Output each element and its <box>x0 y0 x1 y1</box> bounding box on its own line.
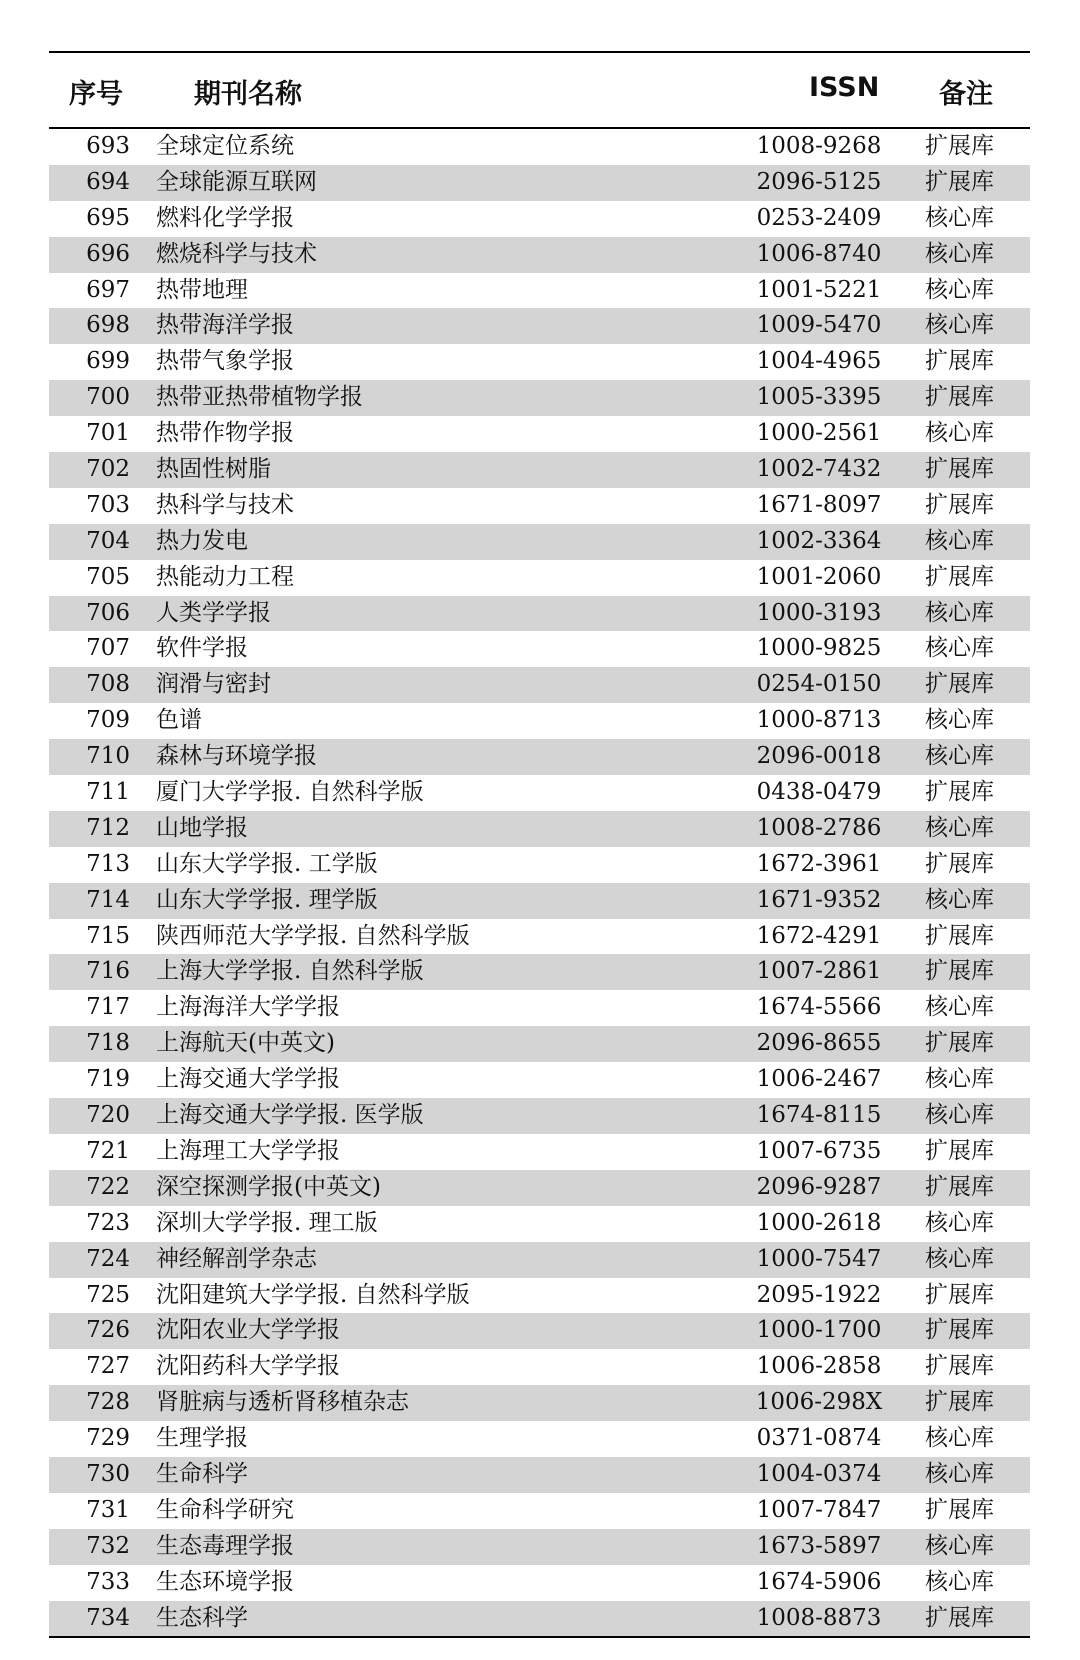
row-issn: 1672-3961 <box>756 850 882 877</box>
row-journal-name: 人类学学报 <box>156 599 271 626</box>
row-serial-number: 704 <box>86 527 130 554</box>
row-journal-name: 热力发电 <box>156 527 248 554</box>
table-row <box>49 344 1030 380</box>
row-remark: 核心库 <box>925 1568 994 1595</box>
row-journal-name: 全球能源互联网 <box>156 168 317 195</box>
row-remark: 核心库 <box>925 599 994 626</box>
table-row <box>49 165 1030 201</box>
row-issn: 1007-7847 <box>756 1496 882 1523</box>
row-issn: 0254-0150 <box>756 671 882 698</box>
row-journal-name: 沈阳建筑大学学报. 自然科学版 <box>156 1281 470 1308</box>
row-serial-number: 717 <box>86 994 130 1021</box>
row-issn: 1673-5897 <box>756 1532 882 1559</box>
row-journal-name: 森林与环境学报 <box>156 743 317 770</box>
row-journal-name: 沈阳药科大学学报 <box>156 1353 340 1380</box>
row-serial-number: 708 <box>86 671 130 698</box>
row-journal-name: 润滑与密封 <box>156 671 271 698</box>
row-journal-name: 生理学报 <box>156 1425 248 1452</box>
row-remark: 核心库 <box>925 994 994 1021</box>
table-row <box>49 1493 1030 1529</box>
row-journal-name: 上海海洋大学学报 <box>156 994 340 1021</box>
row-serial-number: 724 <box>86 1245 130 1272</box>
row-issn: 2096-5125 <box>756 168 882 195</box>
row-serial-number: 706 <box>86 599 130 626</box>
row-issn: 1000-3193 <box>756 599 882 626</box>
row-remark: 扩展库 <box>925 456 994 483</box>
header-journal-name: 期刊名称 <box>194 79 302 110</box>
row-remark: 核心库 <box>925 635 994 662</box>
row-journal-name: 厦门大学学报. 自然科学版 <box>156 779 424 806</box>
row-issn: 1002-7432 <box>756 456 882 483</box>
row-journal-name: 生态毒理学报 <box>156 1532 294 1559</box>
row-issn: 0438-0479 <box>756 779 882 806</box>
row-serial-number: 730 <box>86 1460 130 1487</box>
row-issn: 1007-2861 <box>756 958 882 985</box>
table-row <box>49 1457 1030 1493</box>
row-remark: 扩展库 <box>925 671 994 698</box>
table-row <box>49 1565 1030 1601</box>
row-serial-number: 720 <box>86 1102 130 1129</box>
row-remark: 扩展库 <box>925 958 994 985</box>
row-journal-name: 热带地理 <box>156 276 248 303</box>
row-serial-number: 700 <box>86 384 130 411</box>
table-row <box>49 1421 1030 1457</box>
row-serial-number: 718 <box>86 1030 130 1057</box>
row-issn: 1008-9268 <box>756 133 882 159</box>
row-journal-name: 陕西师范大学学报. 自然科学版 <box>156 922 470 949</box>
row-issn: 1009-5470 <box>756 312 882 339</box>
row-journal-name: 上海大学学报. 自然科学版 <box>156 958 424 985</box>
row-issn: 1006-298X <box>755 1389 883 1416</box>
table-row <box>49 847 1030 883</box>
row-journal-name: 燃料化学学报 <box>156 204 294 231</box>
row-serial-number: 707 <box>86 635 130 662</box>
row-issn: 2096-8655 <box>756 1030 882 1057</box>
row-serial-number: 714 <box>86 886 130 913</box>
row-serial-number: 734 <box>86 1604 130 1631</box>
row-serial-number: 709 <box>86 707 130 734</box>
row-issn: 1008-8873 <box>756 1604 882 1631</box>
row-journal-name: 深圳大学学报. 理工版 <box>156 1209 378 1236</box>
row-issn: 1005-3395 <box>756 384 882 411</box>
row-issn: 1006-2467 <box>756 1066 882 1093</box>
table-row <box>49 1385 1030 1421</box>
table-row <box>49 1170 1030 1206</box>
row-remark: 核心库 <box>925 204 994 231</box>
row-remark: 扩展库 <box>925 491 994 518</box>
row-journal-name: 热科学与技术 <box>156 491 294 518</box>
row-issn: 1004-0374 <box>756 1460 882 1487</box>
row-issn: 1006-2858 <box>756 1353 882 1380</box>
table-row <box>49 416 1030 452</box>
row-serial-number: 712 <box>86 814 130 841</box>
table-row <box>49 1098 1030 1134</box>
table-row <box>49 954 1030 990</box>
row-remark: 核心库 <box>925 527 994 554</box>
row-journal-name: 深空探测学报(中英文) <box>156 1173 381 1200</box>
table-row <box>49 739 1030 775</box>
row-remark: 扩展库 <box>925 1353 994 1380</box>
row-issn: 1000-8713 <box>756 707 882 734</box>
row-issn: 1006-8740 <box>756 240 882 267</box>
table-row <box>49 273 1030 309</box>
row-serial-number: 701 <box>86 420 130 447</box>
row-remark: 扩展库 <box>925 1173 994 1200</box>
table-row <box>49 883 1030 919</box>
row-issn: 1007-6735 <box>756 1137 882 1164</box>
row-issn: 1000-7547 <box>756 1245 882 1272</box>
journal-table <box>49 51 1030 1638</box>
table-row <box>49 237 1030 273</box>
table-row <box>49 308 1030 344</box>
row-journal-name: 山东大学学报. 工学版 <box>156 850 378 877</box>
row-issn: 1000-1700 <box>756 1317 882 1344</box>
row-remark: 核心库 <box>925 1066 994 1093</box>
table-row <box>49 667 1030 703</box>
row-serial-number: 731 <box>86 1496 130 1523</box>
table-bottom-rule <box>49 1636 1030 1638</box>
row-issn: 1001-5221 <box>756 276 882 303</box>
row-serial-number: 695 <box>86 204 130 231</box>
row-serial-number: 694 <box>86 168 130 195</box>
row-issn: 0253-2409 <box>756 204 882 231</box>
row-serial-number: 697 <box>86 276 130 303</box>
row-journal-name: 上海交通大学学报. 医学版 <box>156 1102 424 1129</box>
row-issn: 1674-5566 <box>756 994 882 1021</box>
row-remark: 核心库 <box>925 1245 994 1272</box>
row-journal-name: 沈阳农业大学学报 <box>156 1317 340 1344</box>
row-remark: 扩展库 <box>925 348 994 375</box>
table-row <box>49 524 1030 560</box>
table-row <box>49 703 1030 739</box>
table-header <box>49 53 1030 129</box>
row-issn: 1004-4965 <box>756 348 882 375</box>
row-issn: 1000-9825 <box>756 635 882 662</box>
table-row <box>49 1062 1030 1098</box>
row-remark: 扩展库 <box>925 133 994 159</box>
table-row <box>49 631 1030 667</box>
row-journal-name: 热带亚热带植物学报 <box>156 384 363 411</box>
row-issn: 1671-9352 <box>756 886 882 913</box>
row-issn: 1672-4291 <box>756 922 882 949</box>
row-remark: 扩展库 <box>925 1604 994 1631</box>
row-issn: 0371-0874 <box>756 1425 882 1452</box>
row-remark: 核心库 <box>925 1532 994 1559</box>
row-journal-name: 燃烧科学与技术 <box>156 240 317 267</box>
row-remark: 扩展库 <box>925 1317 994 1344</box>
row-serial-number: 725 <box>86 1281 130 1308</box>
row-remark: 核心库 <box>925 276 994 303</box>
row-journal-name: 全球定位系统 <box>156 133 294 159</box>
row-journal-name: 山地学报 <box>156 814 248 841</box>
row-serial-number: 693 <box>86 133 130 159</box>
table-row <box>49 1206 1030 1242</box>
row-serial-number: 699 <box>86 348 130 375</box>
row-issn: 2096-9287 <box>756 1173 882 1200</box>
row-serial-number: 721 <box>86 1137 130 1164</box>
row-issn: 2096-0018 <box>756 743 882 770</box>
row-serial-number: 713 <box>86 850 130 877</box>
table-row <box>49 1278 1030 1314</box>
row-remark: 核心库 <box>925 1209 994 1236</box>
row-remark: 核心库 <box>925 886 994 913</box>
row-issn: 1001-2060 <box>756 563 882 590</box>
table-row <box>49 596 1030 632</box>
row-serial-number: 715 <box>86 922 130 949</box>
row-journal-name: 热带作物学报 <box>156 420 294 447</box>
row-issn: 1000-2561 <box>756 420 882 447</box>
table-row <box>49 1313 1030 1349</box>
table-row <box>49 990 1030 1026</box>
row-issn: 1000-2618 <box>756 1209 882 1236</box>
table-row <box>49 1026 1030 1062</box>
row-issn: 2095-1922 <box>756 1281 882 1308</box>
row-remark: 扩展库 <box>925 922 994 949</box>
row-serial-number: 728 <box>86 1389 130 1416</box>
row-serial-number: 729 <box>86 1425 130 1452</box>
row-serial-number: 696 <box>86 240 130 267</box>
row-serial-number: 722 <box>86 1173 130 1200</box>
row-remark: 扩展库 <box>925 1030 994 1057</box>
row-journal-name: 生态科学 <box>156 1604 248 1631</box>
row-journal-name: 热能动力工程 <box>156 563 294 590</box>
row-journal-name: 上海航天(中英文) <box>156 1030 335 1057</box>
row-remark: 扩展库 <box>925 1389 994 1416</box>
row-remark: 核心库 <box>925 240 994 267</box>
table-row <box>49 1242 1030 1278</box>
row-remark: 核心库 <box>925 1425 994 1452</box>
table-body <box>49 129 1030 1636</box>
table-row <box>49 1529 1030 1565</box>
row-journal-name: 肾脏病与透析肾移植杂志 <box>156 1389 409 1416</box>
row-journal-name: 上海理工大学学报 <box>156 1137 340 1164</box>
table-row <box>49 201 1030 237</box>
row-remark: 核心库 <box>925 312 994 339</box>
row-remark: 扩展库 <box>925 1137 994 1164</box>
table-row <box>49 129 1030 165</box>
row-remark: 扩展库 <box>925 384 994 411</box>
row-journal-name: 生命科学 <box>156 1460 248 1487</box>
row-journal-name: 生态环境学报 <box>156 1568 294 1595</box>
row-remark: 核心库 <box>925 1460 994 1487</box>
row-serial-number: 733 <box>86 1568 130 1595</box>
row-journal-name: 热带气象学报 <box>156 348 294 375</box>
row-remark: 核心库 <box>925 814 994 841</box>
table-row <box>49 775 1030 811</box>
row-journal-name: 山东大学学报. 理学版 <box>156 886 378 913</box>
row-remark: 核心库 <box>925 743 994 770</box>
table-row <box>49 452 1030 488</box>
row-serial-number: 705 <box>86 563 130 590</box>
row-serial-number: 716 <box>86 958 130 985</box>
row-remark: 扩展库 <box>925 850 994 877</box>
row-remark: 扩展库 <box>925 168 994 195</box>
row-remark: 核心库 <box>925 707 994 734</box>
row-remark: 扩展库 <box>925 779 994 806</box>
row-remark: 扩展库 <box>925 1281 994 1308</box>
row-serial-number: 732 <box>86 1532 130 1559</box>
row-journal-name: 生命科学研究 <box>156 1496 294 1523</box>
table-row <box>49 560 1030 596</box>
table-row <box>49 1134 1030 1170</box>
row-issn: 1671-8097 <box>756 491 882 518</box>
table-row <box>49 488 1030 524</box>
row-journal-name: 上海交通大学学报 <box>156 1066 340 1093</box>
table-row <box>49 919 1030 955</box>
header-remark: 备注 <box>939 79 993 110</box>
row-serial-number: 710 <box>86 743 130 770</box>
row-issn: 1002-3364 <box>756 527 882 554</box>
row-serial-number: 698 <box>86 312 130 339</box>
table-row <box>49 380 1030 416</box>
row-remark: 核心库 <box>925 420 994 447</box>
row-remark: 扩展库 <box>925 1496 994 1523</box>
row-journal-name: 神经解剖学杂志 <box>156 1245 317 1272</box>
row-journal-name: 热带海洋学报 <box>156 312 294 339</box>
row-serial-number: 719 <box>86 1066 130 1093</box>
row-journal-name: 热固性树脂 <box>156 456 271 483</box>
row-journal-name: 软件学报 <box>156 635 248 662</box>
row-issn: 1008-2786 <box>756 814 882 841</box>
row-serial-number: 703 <box>86 491 130 518</box>
row-remark: 核心库 <box>925 1102 994 1129</box>
table-row <box>49 811 1030 847</box>
row-serial-number: 727 <box>86 1353 130 1380</box>
row-journal-name: 色谱 <box>156 707 202 734</box>
row-serial-number: 723 <box>86 1209 130 1236</box>
row-issn: 1674-8115 <box>756 1102 882 1129</box>
row-remark: 扩展库 <box>925 563 994 590</box>
row-serial-number: 726 <box>86 1317 130 1344</box>
header-serial-number: 序号 <box>69 79 123 110</box>
table-row <box>49 1349 1030 1385</box>
table-row <box>49 1601 1030 1637</box>
row-issn: 1674-5906 <box>756 1568 882 1595</box>
header-issn: ISSN <box>809 72 880 103</box>
row-serial-number: 702 <box>86 456 130 483</box>
row-serial-number: 711 <box>86 779 130 806</box>
